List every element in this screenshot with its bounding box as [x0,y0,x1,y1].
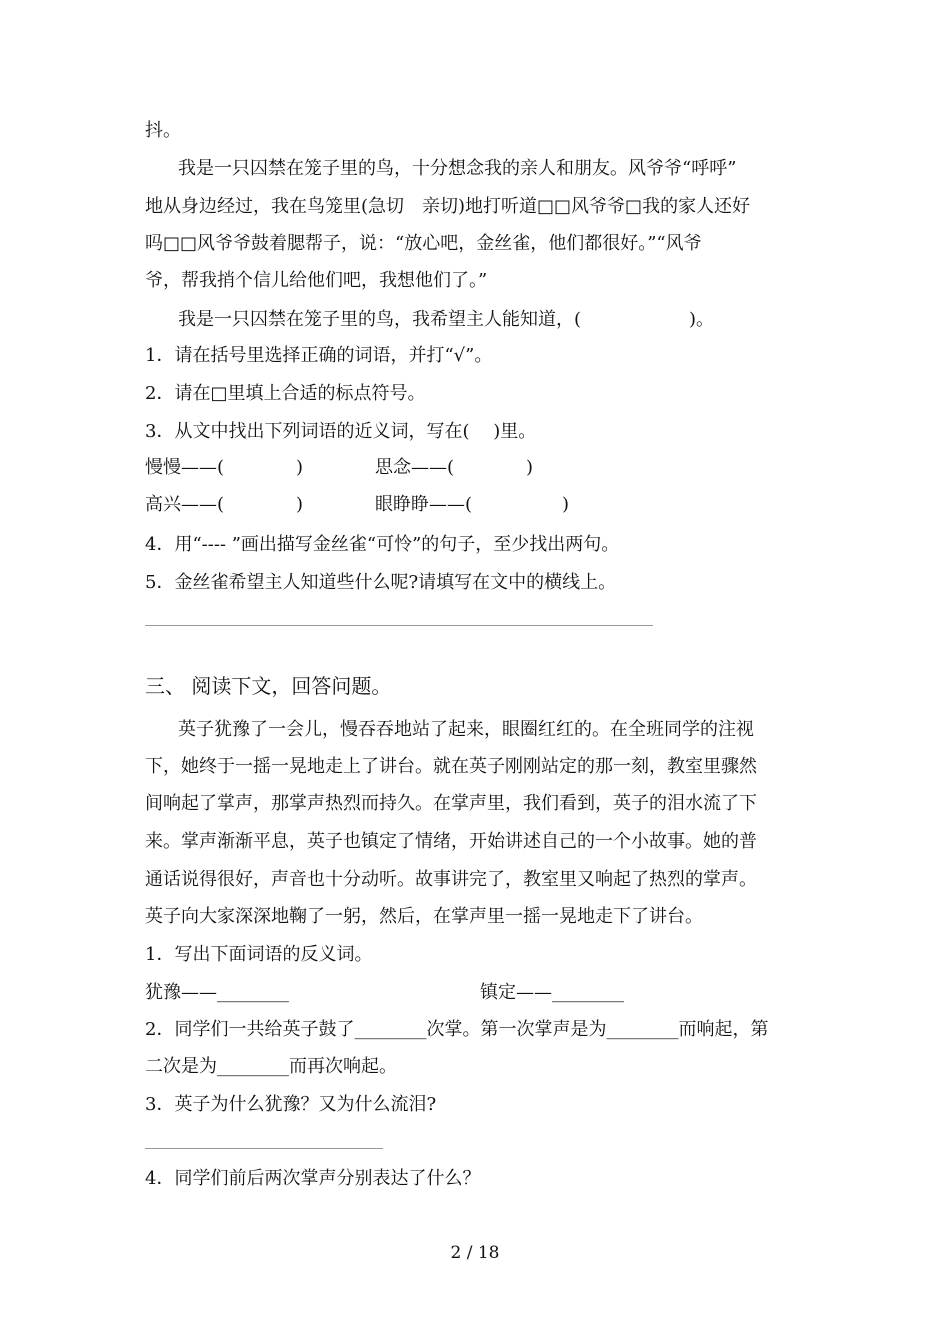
synonym-item: 眼睁睁——( ) [375,494,570,515]
passage-line: 下，她终于一摇一晃地走上了讲台。就在英子刚刚站定的那一刻，教室里骤然 [145,756,757,777]
synonym-item: 高兴——( ) [145,494,304,515]
question-2: 2．请在□里填上合适的标点符号。 [145,383,426,404]
synonym-item: 思念——( ) [375,457,534,478]
passage-line: 爷，帮我捎个信儿给他们吧，我想他们了。” [145,270,488,291]
antonym-item: 犹豫——________ [145,982,289,1003]
passage-line: 来。掌声渐渐平息，英子也镇定了情绪，开始讲述自己的一个小故事。她的普 [145,831,757,852]
passage-line: 我是一只囚禁在笼子里的鸟，十分想念我的亲人和朋友。风爷爷“呼呼” [178,158,737,179]
passage-line: 英子向大家深深地鞠了一躬，然后，在掌声里一摇一晃地走下了讲台。 [145,906,703,927]
question-1: 1．写出下面词语的反义词。 [145,944,373,965]
synonym-item: 慢慢——( ) [145,457,304,478]
answer-line [145,625,653,626]
antonym-item: 镇定——________ [480,982,624,1003]
passage-line: 间响起了掌声，那掌声热烈而持久。在掌声里，我们看到，英子的泪水流了下 [145,793,757,814]
question-2: 2．同学们一共给英子鼓了________次掌。第一次掌声是为________而响起，第 [145,1019,769,1040]
passage-line: 吗□□风爷爷鼓着腮帮子，说：“放心吧，金丝雀，他们都很好。”“风爷 [145,233,702,254]
answer-line [145,1148,383,1149]
passage-line: 英子犹豫了一会儿，慢吞吞地站了起来，眼圈红红的。在全班同学的注视 [178,719,754,740]
section-heading: 三、 阅读下文，回答问题。 [145,674,392,698]
question-1: 1．请在括号里选择正确的词语，并打“√”。 [145,345,493,366]
page-number: 2 / 18 [450,1243,500,1263]
passage-line: 我是一只囚禁在笼子里的鸟，我希望主人能知道，( )。 [178,309,715,330]
question-4: 4．用“---- ”画出描写金丝雀“可怜”的句子，至少找出两句。 [145,534,620,555]
passage-line: 通话说得很好，声音也十分动听。故事讲完了，教室里又响起了热烈的掌声。 [145,869,757,890]
passage-line: 地从身边经过，我在鸟笼里(急切 亲切)地打听道□□风爷爷□我的家人还好 [145,196,751,217]
question-5: 5．金丝雀希望主人知道些什么呢?请填写在文中的横线上。 [145,572,617,593]
question-2-cont: 二次是为________而再次响起。 [145,1056,397,1077]
question-4: 4．同学们前后两次掌声分别表达了什么？ [145,1168,481,1189]
question-3: 3．从文中找出下列词语的近义词，写在( )里。 [145,421,537,442]
passage-tail: 抖。 [145,120,181,141]
question-3: 3．英子为什么犹豫？又为什么流泪? [145,1094,437,1115]
